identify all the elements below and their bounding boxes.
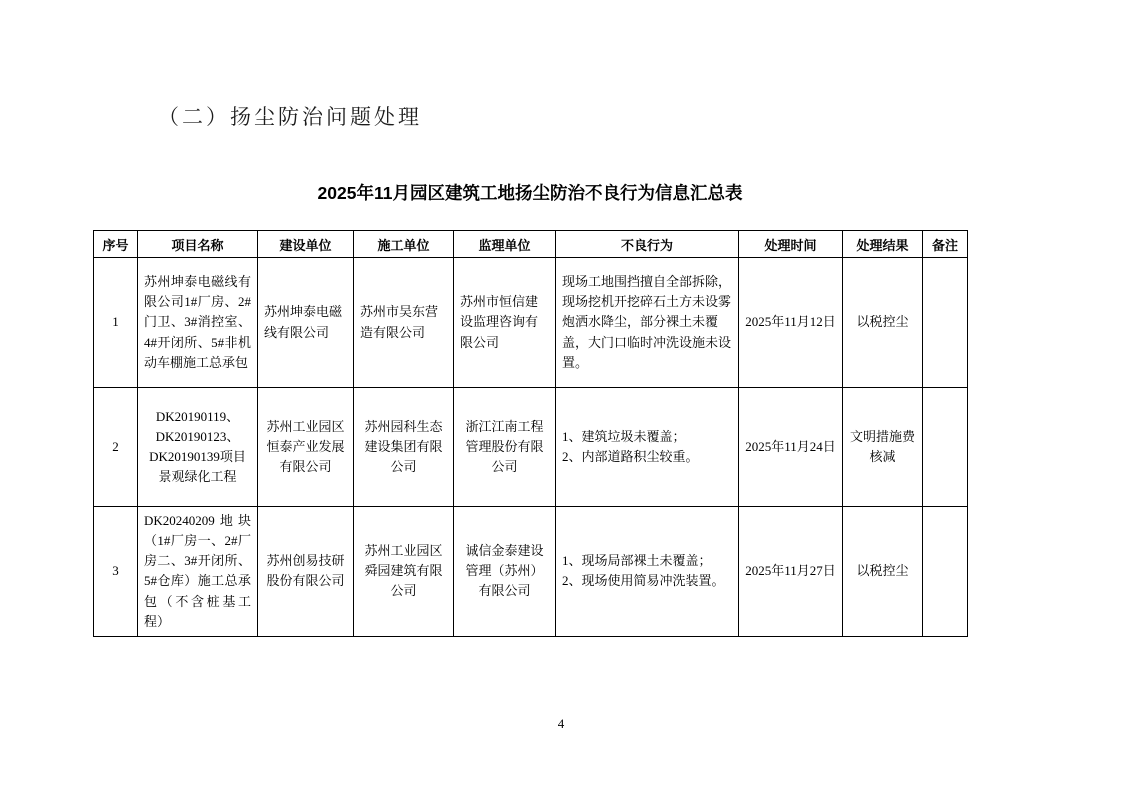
cell-violation xyxy=(556,507,739,637)
section-heading: （二）扬尘防治问题处理 xyxy=(158,105,422,129)
cell-builder: 苏州坤泰电磁线有限公司 xyxy=(258,258,354,388)
col-header-remark: 备注 xyxy=(923,231,968,258)
col-header-date: 处理时间 xyxy=(739,231,843,258)
cell-date: 2025年11月12日 xyxy=(739,258,843,388)
col-header-contractor: 施工单位 xyxy=(354,231,454,258)
cell-index: 2 xyxy=(94,388,138,507)
page-number: 4 xyxy=(557,716,565,731)
col-header-violation: 不良行为 xyxy=(556,231,739,258)
violation-line: 1、建筑垃圾未覆盖； xyxy=(562,428,686,444)
cell-result: 以税控尘 xyxy=(843,258,923,388)
cell-date: 2025年11月27日 xyxy=(739,507,843,637)
table-row xyxy=(94,258,968,388)
col-header-supervisor: 监理单位 xyxy=(454,231,556,258)
cell-index: 1 xyxy=(94,258,138,388)
cell-result: 文明措施费核减 xyxy=(843,388,923,507)
table-row xyxy=(94,388,968,507)
header-row xyxy=(94,231,968,258)
cell-date: 2025年11月24日 xyxy=(739,388,843,507)
cell-project: 苏州坤泰电磁线有限公司1#厂房、2#门卫、3#消控室、4#开闭所、5#非机动车棚施工总承包 xyxy=(138,258,258,388)
cell-project: DK20190119、DK20190123、DK20190139项目景观绿化工程 xyxy=(138,388,258,507)
cell-index: 3 xyxy=(94,507,138,637)
cell-builder: 苏州创易技研股份有限公司 xyxy=(258,507,354,637)
cell-contractor: 苏州工业园区舜园建筑有限公司 xyxy=(354,507,454,637)
cell-supervisor: 浙江江南工程管理股份有限公司 xyxy=(454,388,556,507)
cell-contractor: 苏州园科生态建设集团有限公司 xyxy=(354,388,454,507)
cell-supervisor: 苏州市恒信建设监理咨询有限公司 xyxy=(454,258,556,388)
cell-remark xyxy=(923,507,968,637)
violation-line: 2、内部道路积尘较重。 xyxy=(562,449,699,464)
cell-project: DK20240209地块（1#厂房一、2#厂房二、3#开闭所、5#仓库）施工总承包（不含桩基工程） xyxy=(138,507,258,637)
col-header-project: 项目名称 xyxy=(138,231,258,258)
cell-contractor: 苏州市吴东营造有限公司 xyxy=(354,258,454,388)
cell-violation xyxy=(556,388,739,507)
dust-violation-summary-table xyxy=(93,230,968,637)
table-title: 2025年11月园区建筑工地扬尘防治不良行为信息汇总表 xyxy=(317,183,743,203)
cell-violation xyxy=(556,258,739,388)
col-header-result: 处理结果 xyxy=(843,231,923,258)
cell-remark xyxy=(923,388,968,507)
col-header-builder: 建设单位 xyxy=(258,231,354,258)
cell-supervisor: 诚信金泰建设管理（苏州）有限公司 xyxy=(454,507,556,637)
cell-builder: 苏州工业园区恒泰产业发展有限公司 xyxy=(258,388,354,507)
violation-line: 1、现场局部裸土未覆盖； xyxy=(562,553,712,569)
cell-remark xyxy=(923,258,968,388)
violation-line: 2、现场使用简易冲洗装置。 xyxy=(562,573,725,589)
cell-result: 以税控尘 xyxy=(843,507,923,637)
table-row xyxy=(94,507,968,637)
col-header-index: 序号 xyxy=(94,231,138,258)
violation-line: 现场工地围挡擅自全部拆除，现场挖机开挖碎石土方未设雾炮洒水降尘，部分裸土未覆盖，大门口临时冲洗设施未设置。 xyxy=(562,274,732,370)
